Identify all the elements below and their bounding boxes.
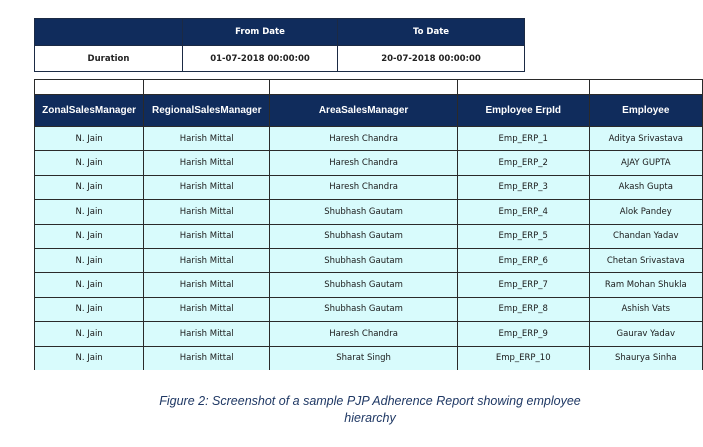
regional-manager-cell: Harish Mittal (144, 346, 270, 370)
duration-header-blank (35, 19, 183, 46)
employee-name-cell: AJAY GUPTA (589, 151, 702, 175)
spacer-cell (457, 80, 589, 95)
column-header-regional-sales-manager: RegionalSalesManager (144, 95, 270, 127)
erp-id-cell: Emp_ERP_9 (457, 322, 589, 346)
erp-id-cell: Emp_ERP_10 (457, 346, 589, 370)
to-date-value: 20-07-2018 00:00:00 (338, 46, 525, 72)
regional-manager-cell: Harish Mittal (144, 322, 270, 346)
duration-header-row (35, 19, 525, 46)
employee-name-cell: Shaurya Sinha (589, 346, 702, 370)
erp-id-cell: Emp_ERP_2 (457, 151, 589, 175)
to-date-header: To Date (338, 19, 525, 46)
spacer-cell (144, 80, 270, 95)
table-row (35, 248, 703, 272)
spacer-cell (270, 80, 458, 95)
table-row (35, 224, 703, 248)
spacer-row (35, 80, 703, 95)
duration-row (35, 46, 525, 72)
employee-name-cell: Chandan Yadav (589, 224, 702, 248)
regional-manager-cell: Harish Mittal (144, 151, 270, 175)
regional-manager-cell: Harish Mittal (144, 273, 270, 297)
table-row (35, 322, 703, 346)
erp-id-cell: Emp_ERP_4 (457, 200, 589, 224)
erp-id-cell: Emp_ERP_5 (457, 224, 589, 248)
column-header-area-sales-manager: AreaSalesManager (270, 95, 458, 127)
area-manager-cell: Haresh Chandra (270, 322, 458, 346)
area-manager-cell: Haresh Chandra (270, 151, 458, 175)
employee-name-cell: Akash Gupta (589, 175, 702, 199)
area-manager-cell: Shubhash Gautam (270, 248, 458, 272)
table-row (35, 127, 703, 151)
table-row (35, 175, 703, 199)
column-header-employee-erp-id: Employee ErpId (457, 95, 589, 127)
area-manager-cell: Shubhash Gautam (270, 224, 458, 248)
column-header-employee: Employee (589, 95, 702, 127)
table-row (35, 273, 703, 297)
employee-name-cell: Gaurav Yadav (589, 322, 702, 346)
employee-hierarchy-table (34, 79, 703, 370)
regional-manager-cell: Harish Mittal (144, 200, 270, 224)
zonal-manager-cell: N. Jain (35, 273, 144, 297)
employee-name-cell: Ram Mohan Shukla (589, 273, 702, 297)
zonal-manager-cell: N. Jain (35, 175, 144, 199)
zonal-manager-cell: N. Jain (35, 297, 144, 321)
erp-id-cell: Emp_ERP_3 (457, 175, 589, 199)
regional-manager-cell: Harish Mittal (144, 248, 270, 272)
regional-manager-cell: Harish Mittal (144, 127, 270, 151)
employee-name-cell: Aditya Srivastava (589, 127, 702, 151)
area-manager-cell: Shubhash Gautam (270, 297, 458, 321)
from-date-value: 01-07-2018 00:00:00 (183, 46, 338, 72)
caption-line-2: hierarchy (344, 411, 396, 425)
area-manager-cell: Shubhash Gautam (270, 273, 458, 297)
report-body (35, 127, 703, 370)
zonal-manager-cell: N. Jain (35, 127, 144, 151)
duration-label: Duration (35, 46, 183, 72)
column-header-row (35, 95, 703, 127)
table-row (35, 200, 703, 224)
zonal-manager-cell: N. Jain (35, 346, 144, 370)
employee-name-cell: Chetan Srivastava (589, 248, 702, 272)
table-row (35, 297, 703, 321)
table-row (35, 151, 703, 175)
zonal-manager-cell: N. Jain (35, 200, 144, 224)
caption-line-1: Figure 2: Screenshot of a sample PJP Adherence Report showing employee (159, 394, 581, 408)
spacer-cell (589, 80, 702, 95)
erp-id-cell: Emp_ERP_7 (457, 273, 589, 297)
area-manager-cell: Shubhash Gautam (270, 200, 458, 224)
erp-id-cell: Emp_ERP_6 (457, 248, 589, 272)
erp-id-cell: Emp_ERP_8 (457, 297, 589, 321)
figure-caption (150, 393, 590, 427)
zonal-manager-cell: N. Jain (35, 151, 144, 175)
duration-table (34, 18, 525, 72)
area-manager-cell: Sharat Singh (270, 346, 458, 370)
area-manager-cell: Haresh Chandra (270, 175, 458, 199)
zonal-manager-cell: N. Jain (35, 248, 144, 272)
area-manager-cell: Haresh Chandra (270, 127, 458, 151)
erp-id-cell: Emp_ERP_1 (457, 127, 589, 151)
spacer-cell (35, 80, 144, 95)
column-header-zonal-sales-manager: ZonalSalesManager (35, 95, 144, 127)
from-date-header: From Date (183, 19, 338, 46)
zonal-manager-cell: N. Jain (35, 322, 144, 346)
regional-manager-cell: Harish Mittal (144, 224, 270, 248)
employee-name-cell: Ashish Vats (589, 297, 702, 321)
table-row (35, 346, 703, 370)
employee-name-cell: Alok Pandey (589, 200, 702, 224)
regional-manager-cell: Harish Mittal (144, 175, 270, 199)
regional-manager-cell: Harish Mittal (144, 297, 270, 321)
zonal-manager-cell: N. Jain (35, 224, 144, 248)
